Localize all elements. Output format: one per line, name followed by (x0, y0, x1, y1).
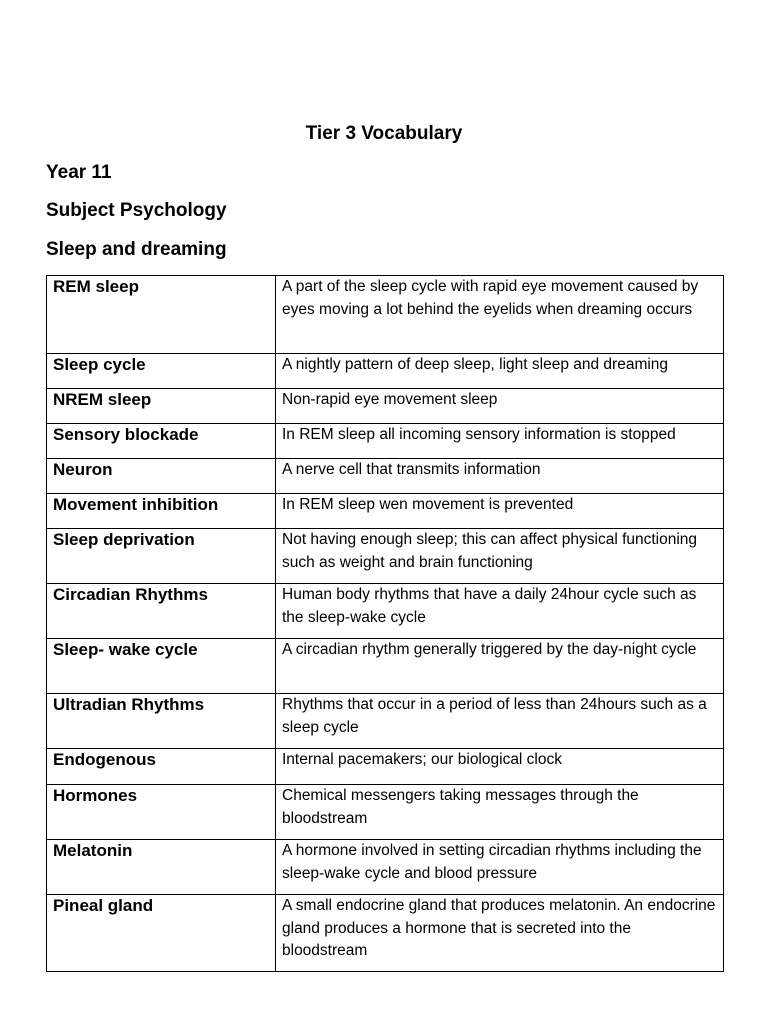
term-cell: Hormones (47, 785, 276, 840)
table-row (47, 840, 724, 895)
table-row (47, 389, 724, 424)
term-cell: Neuron (47, 459, 276, 494)
term-cell: Sensory blockade (47, 424, 276, 459)
term-cell: Circadian Rhythms (47, 584, 276, 639)
definition-cell: Human body rhythms that have a daily 24hour cycle such as the sleep-wake cycle (276, 584, 724, 639)
definition-cell: Rhythms that occur in a period of less than 24hours such as a sleep cycle (276, 694, 724, 749)
topic-heading: Sleep and dreaming (46, 239, 227, 260)
definition-cell: A nerve cell that transmits information (276, 459, 724, 494)
term-cell: Sleep cycle (47, 354, 276, 389)
term-cell: Sleep- wake cycle (47, 639, 276, 694)
vocabulary-table (46, 275, 724, 972)
table-row (47, 276, 724, 354)
table-row (47, 494, 724, 529)
definition-cell: Internal pacemakers; our biological clock (276, 749, 724, 785)
definition-cell: Chemical messengers taking messages through the bloodstream (276, 785, 724, 840)
definition-cell: In REM sleep all incoming sensory information is stopped (276, 424, 724, 459)
table-row (47, 459, 724, 494)
definition-cell: A circadian rhythm generally triggered by the day-night cycle (276, 639, 724, 694)
definition-cell: A hormone involved in setting circadian rhythms including the sleep-wake cycle and blood pressure (276, 840, 724, 895)
table-row (47, 895, 724, 972)
definition-cell: In REM sleep wen movement is prevented (276, 494, 724, 529)
table-row (47, 529, 724, 584)
subject-heading: Subject Psychology (46, 200, 227, 221)
term-cell: Sleep deprivation (47, 529, 276, 584)
term-cell: Melatonin (47, 840, 276, 895)
term-cell: Movement inhibition (47, 494, 276, 529)
term-cell: REM sleep (47, 276, 276, 354)
table-row (47, 639, 724, 694)
table-row (47, 749, 724, 785)
table-row (47, 354, 724, 389)
table-row (47, 785, 724, 840)
year-heading: Year 11 (46, 162, 112, 183)
table-row (47, 694, 724, 749)
term-cell: NREM sleep (47, 389, 276, 424)
definition-cell: Non-rapid eye movement sleep (276, 389, 724, 424)
definition-cell: A nightly pattern of deep sleep, light sleep and dreaming (276, 354, 724, 389)
table-row (47, 584, 724, 639)
definition-cell: A part of the sleep cycle with rapid eye movement caused by eyes moving a lot behind the eyelids when dreaming occurs (276, 276, 724, 354)
page-title: Tier 3 Vocabulary (305, 123, 463, 144)
definition-cell: Not having enough sleep; this can affect physical functioning such as weight and brain functioning (276, 529, 724, 584)
table-row (47, 424, 724, 459)
term-cell: Pineal gland (47, 895, 276, 972)
term-cell: Ultradian Rhythms (47, 694, 276, 749)
definition-cell: A small endocrine gland that produces melatonin. An endocrine gland produces a hormone that is secreted into the bloodstream (276, 895, 724, 972)
term-cell: Endogenous (47, 749, 276, 785)
